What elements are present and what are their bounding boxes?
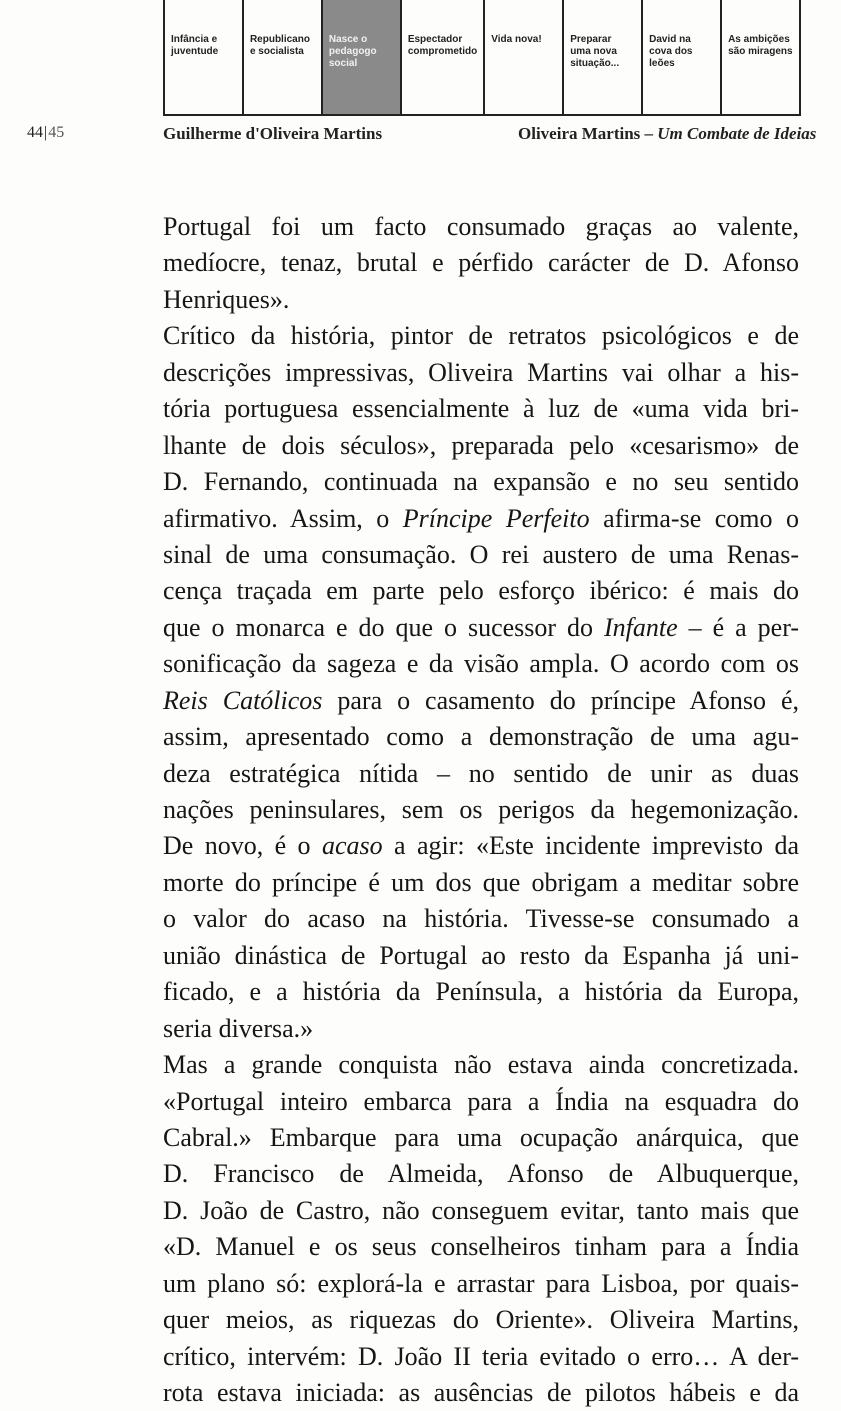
text-line: «D. Manuel e os seus conselheiros tinham para a Índia (163, 1232, 799, 1262)
tab-infancia[interactable] (165, 0, 244, 116)
text-line: quer meios, as riquezas do Oriente». Oliveira Martins, (163, 1305, 799, 1335)
text-line: Crítico da história, pintor de retratos psicológicos e de (163, 321, 799, 351)
text-line: Portugal foi um facto consumado graças ao valente, (163, 212, 799, 241)
text-line: seria diversa.» (163, 1013, 314, 1043)
tab-nasce-pedagogo[interactable] (323, 0, 402, 116)
text-line: nações peninsulares, sem os perigos da hegemonização. (163, 795, 799, 824)
running-head (0, 124, 841, 148)
tab-label: Republicano (249, 34, 310, 45)
page-number-right: 45 (48, 124, 65, 141)
text-run: – é a per- (677, 612, 799, 642)
tab-label: As ambições (728, 34, 790, 45)
header-book-title (518, 124, 816, 144)
tab-ambicoes[interactable] (722, 0, 801, 116)
text-run: afirma-se como o (589, 503, 799, 533)
text-line: medíocre, tenaz, brutal e pérfido carácter de D. Afonso (163, 248, 799, 278)
tab-label: são miragens (728, 46, 793, 57)
text-line: assim, apresentado como a demonstração de uma agu- (163, 722, 799, 752)
text-run-italic: Infante (604, 612, 678, 642)
text-line: ficado, e a história da Península, a história da Europa, (163, 977, 799, 1007)
text-run-italic: Reis Católicos (163, 685, 323, 715)
text-run: que o monarca e do que o sucessor do (163, 612, 605, 642)
tab-label: situação... (570, 58, 620, 69)
text-line: «Portugal inteiro embarca para a Índia na esquadra do (163, 1086, 799, 1116)
text-line (163, 683, 799, 719)
body-text (163, 209, 799, 1411)
text-run: afirmativo. Assim, o (163, 503, 403, 533)
text-run-italic: Príncipe Perfeito (402, 503, 590, 533)
text-line: o valor do acaso na história. Tivesse-se consumado a (163, 904, 799, 934)
text-line: cença traçada em parte pelo esforço ibérico: é mais do (163, 576, 799, 606)
chapter-tabs (163, 0, 801, 116)
text-line: D. João de Castro, não conseguem evitar, tanto mais que (163, 1195, 799, 1225)
text-line: sonificação da sageza e da visão ampla. O acordo com os (163, 649, 799, 679)
text-line: D. Francisco de Almeida, Afonso de Albuquerque, (163, 1159, 799, 1189)
book-author: Oliveira Martins – (518, 124, 658, 143)
text-line: deza estratégica nítida – no sentido de unir as duas (163, 758, 799, 788)
text-line: crítico, intervém: D. João II teria evitado o erro… A der- (163, 1341, 799, 1371)
text-run: a agir: «Este incidente imprevisto da (382, 831, 799, 861)
tab-preparar[interactable] (564, 0, 643, 116)
text-line: Henriques». (163, 284, 290, 314)
text-run: De novo, é o (163, 831, 322, 861)
tab-vida-nova[interactable] (485, 0, 564, 116)
text-line: rota estava iniciada: as ausências de pilotos hábeis e da (163, 1378, 799, 1407)
text-line: D. Fernando, continuada na expansão e no seu sentido (163, 467, 799, 497)
tab-label: cova dos (649, 46, 693, 57)
text-line: Mas a grande conquista não estava ainda concretizada. (163, 1050, 799, 1080)
text-line: Cabral.» Embarque para uma ocupação anárquica, que (163, 1122, 799, 1152)
tab-label: Nasce o (328, 34, 368, 45)
text-line: união dinástica de Portugal ao resto da Espanha já uni- (163, 940, 799, 970)
text-line: um plano só: explorá-la e arrastar para Lisboa, por quais- (163, 1268, 799, 1298)
tab-label: social (328, 58, 358, 69)
tab-label: pedagogo (328, 46, 377, 57)
text-run: para o casamento do príncipe Afonso é, (322, 685, 799, 715)
tab-label: Preparar (570, 34, 612, 45)
tab-label: David na (649, 34, 691, 45)
tab-label: leões (649, 58, 675, 69)
tab-label: e socialista (249, 46, 304, 57)
header-author: Guilherme d'Oliveira Martins (163, 124, 383, 143)
text-line (163, 828, 799, 864)
text-line (163, 610, 799, 646)
tab-label: Infância e (171, 34, 218, 45)
tab-david[interactable] (643, 0, 722, 116)
text-line (163, 501, 799, 537)
tab-label: Vida nova! (491, 34, 542, 45)
tab-label: Espectador (407, 34, 463, 45)
text-line: morte do príncipe é um dos que obrigam a meditar sobre (163, 867, 799, 897)
text-line: sinal de uma consumação. O rei austero de uma Renas- (163, 539, 799, 569)
text-line: descrições impressivas, Oliveira Martins vai olhar a his- (163, 357, 799, 387)
page-number-left: 44 (27, 124, 43, 141)
book-title: Um Combate de Ideias (657, 124, 817, 143)
tab-label: uma nova (570, 46, 617, 57)
tab-republicano[interactable] (244, 0, 323, 116)
text-line: tória portuguesa essencialmente à luz de «uma vida bri- (163, 394, 799, 424)
page-numbers (27, 124, 64, 142)
text-line: lhante de dois séculos», preparada pelo «cesarismo» de (163, 430, 799, 460)
text-run-italic: acaso (321, 831, 383, 861)
tab-label: comprometido (407, 46, 478, 57)
tab-label: juventude (171, 46, 219, 57)
page-separator: | (44, 124, 48, 141)
tab-espectador[interactable] (402, 0, 485, 116)
